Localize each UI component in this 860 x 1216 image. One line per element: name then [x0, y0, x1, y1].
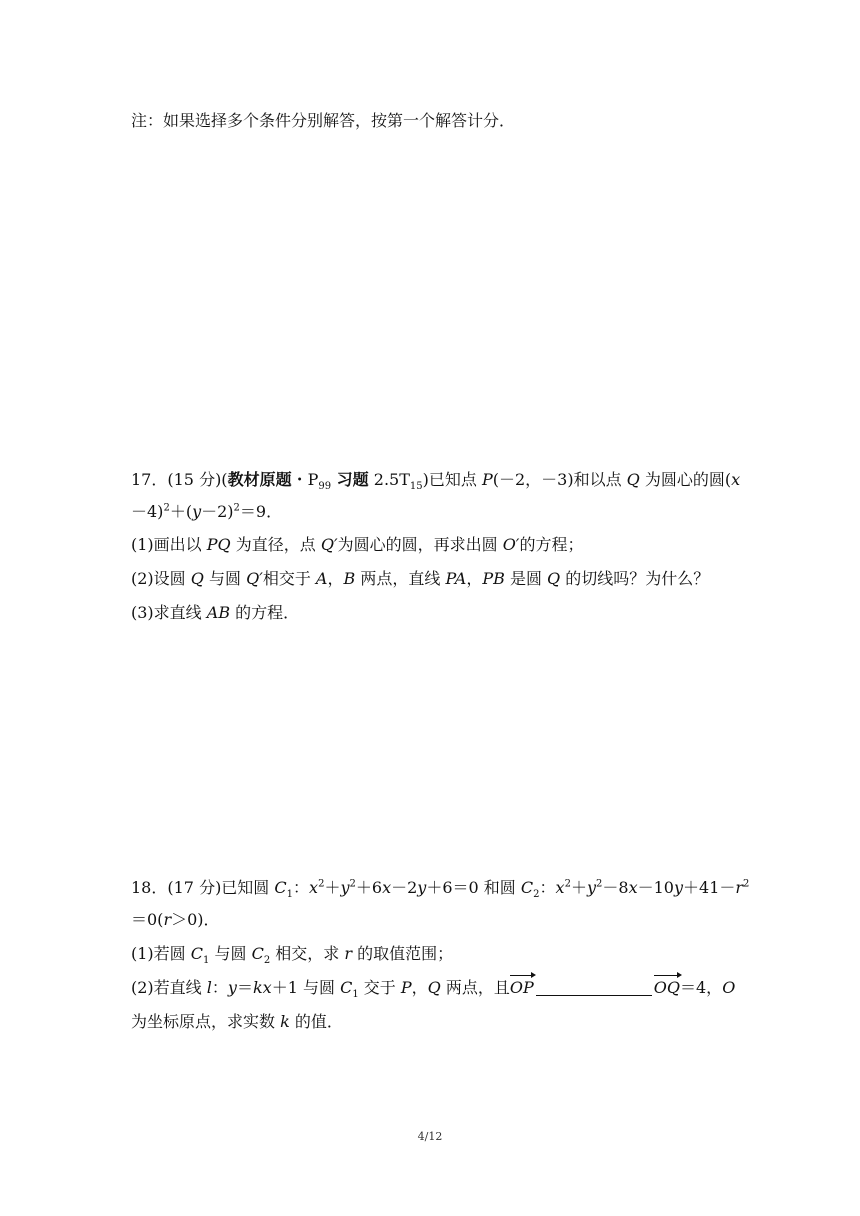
page-number: 4/12: [417, 1130, 443, 1143]
q17-line1: 17．(15 分)(教材原题・$P_{99}$ 习题 $2.5T_{15}$)已知点 P(－2，－3)和以点 Q 为圆心的圆(x: [131, 470, 741, 493]
vector-op: OP: [510, 976, 534, 1000]
fill-blank[interactable]: [536, 977, 652, 996]
q17-part1: (1)画出以 PQ 为直径，点 Q′为圆心的圆，再求出圆 O′的方程；: [131, 535, 584, 554]
q17-part2: (2)设圆 Q 与圆 Q′相交于 A，B 两点，直线 PA，PB 是圆 Q 的切线吗？为什么？: [131, 569, 710, 588]
q18-line1: 18．(17 分)已知圆 $C_1$：$x^2+y^2+6x-2y+6=0$ 和圆 $C_2$：$x^2+y^2-8x-10y+41-r^2$: [131, 878, 750, 901]
vector-oq: OQ: [654, 976, 680, 1000]
q18-part1: (1)若圆 $C_1$ 与圆 $C_2$ 相交，求 r 的取值范围；: [131, 944, 454, 967]
q17-part3: (3)求直线 AB 的方程．: [131, 603, 300, 622]
q18-part2: (2)若直线 l：y＝kx＋1 与圆 $C_1$ 交于 P，Q 两点，且OP OQ＝4，O: [131, 978, 736, 1001]
q17-line2: $-4)^2+(y-2)^2=9$．: [131, 502, 283, 521]
q18-part2-cont: 为坐标原点，求实数 k 的值．: [131, 1012, 343, 1031]
q18-line2: ＝0(r＞0)．: [131, 910, 220, 929]
note-text: 注：如果选择多个条件分别解答，按第一个解答计分．: [131, 111, 516, 130]
